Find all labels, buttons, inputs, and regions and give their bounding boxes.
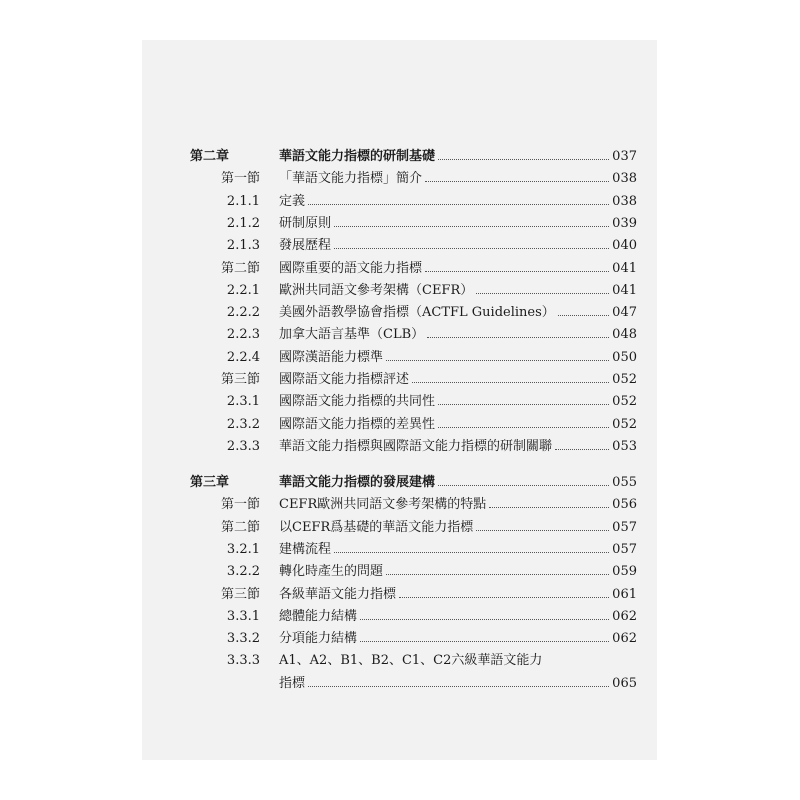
chapter-number: 第二章 xyxy=(190,149,230,164)
table-of-contents xyxy=(142,40,657,760)
entry-number: 2.2.3 xyxy=(226,327,260,343)
entry-number: 2.1.2 xyxy=(226,215,260,231)
entry-line xyxy=(279,539,637,561)
dot-leader xyxy=(386,562,609,575)
entry-title: 指標 xyxy=(279,675,306,691)
entry-line xyxy=(279,494,637,516)
entry-line xyxy=(279,517,637,539)
dot-leader xyxy=(489,495,609,508)
dot-leader xyxy=(555,437,609,450)
entry-number: 2.1.1 xyxy=(226,193,260,209)
toc-row xyxy=(142,539,657,561)
dot-leader xyxy=(425,259,609,272)
entry-line xyxy=(279,347,637,369)
entry-title: 華語文能力指標與國際語文能力指標的研制關聯 xyxy=(279,438,553,454)
dot-leader xyxy=(427,325,609,338)
entry-number: 2.1.3 xyxy=(226,238,260,254)
entry-title: 美國外語教學協會指標（ACTFL Guidelines） xyxy=(279,305,555,321)
entry-line xyxy=(279,472,637,494)
entry-title: 定義 xyxy=(279,193,306,209)
toc-row xyxy=(142,369,657,391)
page-number: 055 xyxy=(612,475,637,490)
entry-line xyxy=(279,650,637,672)
page-number: 062 xyxy=(612,608,637,624)
entry-line xyxy=(279,324,637,346)
entry-line xyxy=(279,584,637,606)
dot-leader xyxy=(476,281,609,294)
toc-row xyxy=(142,280,657,302)
page-number: 040 xyxy=(612,238,637,254)
page-number: 050 xyxy=(612,349,637,365)
toc-row xyxy=(142,235,657,257)
toc-row xyxy=(142,213,657,235)
page-number: 052 xyxy=(612,416,637,432)
entry-title: 國際語文能力指標的差異性 xyxy=(279,416,436,432)
toc-row xyxy=(142,628,657,650)
chapter-title: 華語文能力指標的研制基礎 xyxy=(279,149,436,164)
page-number: 038 xyxy=(612,171,637,187)
dot-leader xyxy=(360,629,609,642)
dot-leader xyxy=(558,303,609,316)
page-number: 053 xyxy=(612,438,637,454)
entry-title: A1、A2、B1、B2、C1、C2六級華語文能力 xyxy=(279,653,543,669)
dot-leader xyxy=(425,169,609,182)
dot-leader xyxy=(334,236,609,249)
entry-number: 3.3.2 xyxy=(226,631,260,647)
dot-leader xyxy=(476,518,609,531)
entry-number: 2.2.2 xyxy=(226,305,260,321)
entry-title: 分項能力結構 xyxy=(279,631,358,647)
toc-row xyxy=(142,517,657,539)
chapter-row xyxy=(142,146,657,168)
entry-title: 國際漢語能力標準 xyxy=(279,349,384,365)
dot-leader xyxy=(399,585,609,598)
dot-leader xyxy=(412,370,609,383)
entry-line xyxy=(279,235,637,257)
page-number: 052 xyxy=(612,394,637,410)
entry-title: 發展歷程 xyxy=(279,238,332,254)
toc-row xyxy=(142,436,657,458)
page-number: 057 xyxy=(612,541,637,557)
entry-title: 加拿大語言基準（CLB） xyxy=(279,327,425,343)
page-number: 052 xyxy=(612,372,637,387)
dot-leader xyxy=(438,415,609,428)
page-number: 061 xyxy=(612,586,637,602)
entry-title: 歐洲共同語文參考架構（CEFR） xyxy=(279,282,474,298)
entry-line xyxy=(279,168,637,190)
page-number: 065 xyxy=(612,675,637,691)
chapter-number: 第三章 xyxy=(190,475,230,490)
entry-line xyxy=(279,213,637,235)
chapter-title: 華語文能力指標的發展建構 xyxy=(279,475,436,490)
entry-number: 3.2.1 xyxy=(226,541,260,557)
page-number: 041 xyxy=(612,260,637,276)
toc-row xyxy=(142,168,657,190)
page-number: 056 xyxy=(612,497,637,513)
entry-line xyxy=(279,436,637,458)
entry-number: 第一節 xyxy=(220,171,260,187)
chapter-row xyxy=(142,472,657,494)
page-number: 057 xyxy=(612,519,637,535)
entry-line xyxy=(279,302,637,324)
toc-row xyxy=(142,494,657,516)
entry-number: 3.3.1 xyxy=(226,608,260,624)
entry-title: 國際重要的語文能力指標 xyxy=(279,260,423,276)
entry-line xyxy=(279,369,637,391)
entry-number: 第二節 xyxy=(220,519,260,535)
entry-number: 2.2.1 xyxy=(226,282,260,298)
toc-row xyxy=(142,391,657,413)
page-number: 048 xyxy=(612,327,637,343)
entry-number: 第三節 xyxy=(220,586,260,602)
dot-leader xyxy=(438,473,609,486)
entry-number: 2.3.1 xyxy=(226,394,260,410)
toc-row xyxy=(142,650,657,672)
entry-line xyxy=(279,414,637,436)
page-number: 037 xyxy=(612,149,637,164)
toc-row xyxy=(142,302,657,324)
entry-line xyxy=(279,606,637,628)
entry-title: 各級華語文能力指標 xyxy=(279,586,397,602)
entry-title: 建構流程 xyxy=(279,541,332,557)
page-number: 039 xyxy=(612,215,637,231)
entry-number: 3.2.2 xyxy=(226,564,260,580)
dot-leader xyxy=(334,540,609,553)
toc-row xyxy=(142,606,657,628)
entry-number: 3.3.3 xyxy=(226,653,260,669)
dot-leader xyxy=(386,348,609,361)
entry-title: 國際語文能力指標評述 xyxy=(279,372,410,387)
dot-leader xyxy=(308,192,609,205)
page-number: 059 xyxy=(612,564,637,580)
page-number: 038 xyxy=(612,193,637,209)
page-number: 047 xyxy=(612,305,637,321)
toc-row xyxy=(142,258,657,280)
entry-line xyxy=(279,391,637,413)
toc-row xyxy=(142,673,657,695)
toc-row xyxy=(142,584,657,606)
entry-line xyxy=(279,673,637,695)
entry-title: 以CEFR爲基礎的華語文能力指標 xyxy=(279,519,474,535)
entry-title: 「華語文能力指標」簡介 xyxy=(279,171,423,187)
toc-row xyxy=(142,414,657,436)
entry-line xyxy=(279,280,637,302)
entry-line xyxy=(279,628,637,650)
entry-line xyxy=(279,191,637,213)
toc-row xyxy=(142,324,657,346)
dot-leader xyxy=(438,392,609,405)
dot-leader xyxy=(360,607,609,620)
entry-line xyxy=(279,258,637,280)
entry-title: CEFR歐洲共同語文參考架構的特點 xyxy=(279,497,487,513)
entry-line xyxy=(279,146,637,168)
dot-leader xyxy=(308,674,609,687)
dot-leader xyxy=(334,214,609,227)
entry-number: 2.2.4 xyxy=(226,349,260,365)
entry-title: 研制原則 xyxy=(279,215,332,231)
entry-line xyxy=(279,561,637,583)
entry-title: 轉化時產生的問題 xyxy=(279,564,384,580)
entry-number: 2.3.2 xyxy=(226,416,260,432)
page-number: 041 xyxy=(612,282,637,298)
entry-title: 國際語文能力指標的共同性 xyxy=(279,394,436,410)
toc-row xyxy=(142,191,657,213)
entry-number: 第三節 xyxy=(220,372,260,387)
toc-row xyxy=(142,561,657,583)
toc-row xyxy=(142,347,657,369)
entry-number: 第二節 xyxy=(220,260,260,276)
page-number: 062 xyxy=(612,631,637,647)
entry-title: 總體能力結構 xyxy=(279,608,358,624)
dot-leader xyxy=(438,147,609,160)
book-page xyxy=(142,40,657,760)
entry-number: 2.3.3 xyxy=(226,438,260,454)
entry-number: 第一節 xyxy=(220,497,260,513)
